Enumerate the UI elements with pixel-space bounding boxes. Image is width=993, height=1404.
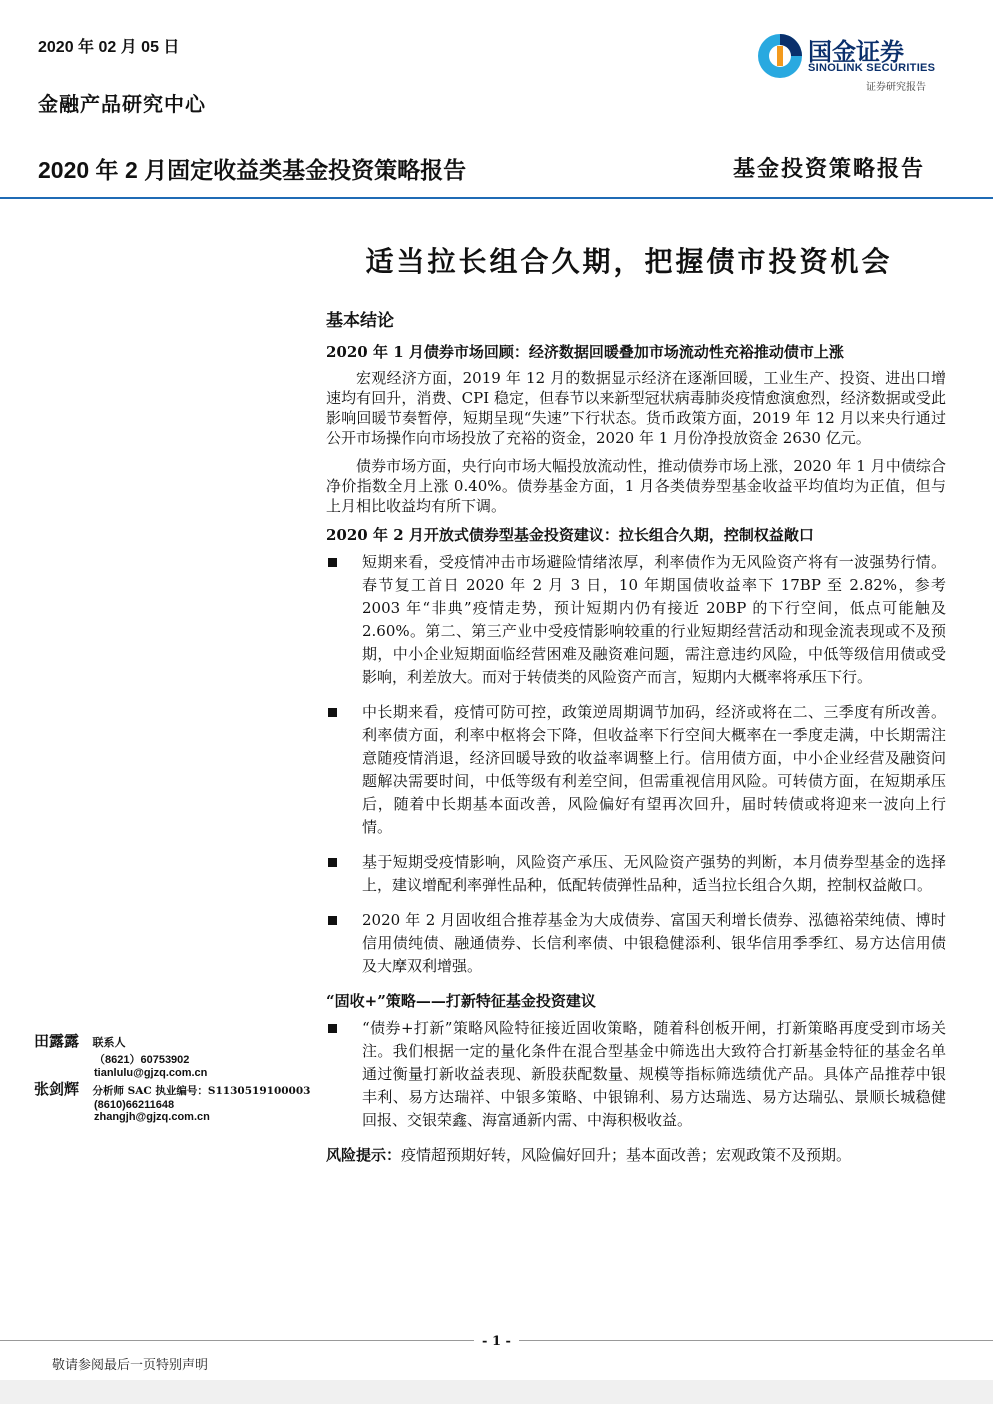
list-item: 中长期来看，疫情可防可控，政策逆周期调节加码，经济或将在二、三季度有所改善。利率债方面，利率中枢将会下降，但收益率下行空间大概率在一季度走满，中长期需注意随疫情消退，经济回暖导致的收益率调整上行。信用债方面，中小企业经营及融资问题解决需要时间，中低等级有利差空间，但需重视信用风险。可转债方面，在短期承压后，随着中长期基本面改善，风险偏好有望再次回升，届时转债或将迎来一波向上行情。 — [326, 701, 946, 839]
list-item: 短期来看，受疫情冲击市场避险情绪浓厚，利率债作为无风险资产将有一波强势行情。春节复工首日 2020 年 2 月 3 日，10 年期国债收益率下 17BP 至 2.82%，参考 2003 年“非典”疫情走势，预计短期内仍有接近 20BP 的下行空间，低点可能触及 2.60%。第二、第三产业中受疫情影响较重的行业短期经营活动和现金流表现或不及预期，中小企业短期面临经营困难及融资难问题，需注意违约风险，中低等级信用债或受影响，利差放大。而对于转债类的风险资产而言，短期内大概率将承压下行。 — [326, 551, 946, 689]
risk-label: 风险提示： — [326, 1146, 402, 1164]
author-block — [34, 1030, 207, 1079]
paragraph-bond-market: 债券市场方面，央行向市场大幅投放流动性，推动债券市场上涨，2020 年 1 月中债综合净价指数全月上涨 0.40%。债券基金方面，1 月各类债券型基金收益平均值均为正值，但与上月相比收益均有所下调。 — [326, 457, 946, 515]
author-role: 联系人 — [92, 1036, 126, 1049]
report-title: 2020 年 2 月固定收益类基金投资策略报告 — [38, 157, 467, 183]
header-divider — [0, 197, 993, 199]
page-number: - 1 - — [0, 1334, 993, 1349]
bullet-square-icon — [328, 558, 337, 567]
research-center: 金融产品研究中心 — [38, 92, 206, 116]
footer-disclaimer: 敬请参阅最后一页特别声明 — [52, 1358, 209, 1373]
ipo-strategy-list — [326, 1017, 946, 1132]
main-content — [326, 306, 946, 1166]
section-title: 基本结论 — [326, 311, 394, 331]
list-item: 基于短期受疫情影响，风险资产承压、无风险资产强势的判断，本月债券型基金的选择上，建议增配利率弹性品种，低配转债弹性品种，适当拉长组合久期，控制权益敞口。 — [326, 851, 946, 897]
bullet-square-icon — [328, 916, 337, 925]
list-item: 2020 年 2 月固收组合推荐基金为大成债券、富国天利增长债券、泓德裕荣纯债、博时信用债纯债、融通债券、长信利率债、中银稳健添利、银华信用季季红、易方达信用债及大摩双利增强。 — [326, 909, 946, 978]
headline: 适当拉长组合久期，把握债市投资机会 — [365, 245, 893, 278]
logo-text-en: SINOLINK SECURITIES — [808, 62, 936, 74]
recommendation-list — [326, 551, 946, 978]
report-date: 2020 年 02 月 05 日 — [38, 39, 180, 56]
logo-mark-icon — [756, 32, 804, 80]
risk-text: 疫情超预期好转，风险偏好回升；基本面改善；宏观政策不及预期。 — [401, 1146, 852, 1164]
bullet-square-icon — [328, 1024, 337, 1033]
logo-text-cn: 国金证券 — [808, 38, 904, 66]
list-item: “债券+打新”策略风险特征接近固收策略，随着科创板开闸，打新策略再度受到市场关注。我们根据一定的量化条件在混合型基金中筛选出大致符合打新基金特征的基金名单通过衡量打新收益表现、新股获配数量、规模等指标筛选绩优产品。具体产品推荐中银丰利、易方达瑞祥、中银多策略、中银锦利、易方达瑞选、易方达瑞弘、景顺长城稳健回报、交银荣鑫、海富通新内需、中海积极收益。 — [326, 1017, 946, 1132]
author-phone: （8621）60753902 — [94, 1054, 190, 1066]
risk-warning — [326, 1144, 946, 1166]
author-name: 田露露 — [34, 1032, 80, 1050]
paragraph-macro: 宏观经济方面，2019 年 12 月的数据显示经济在逐渐回暖，工业生产、投资、进出口增速均有回升，消费、CPI 稳定，但春节以来新型冠状病毒肺炎疫情愈演愈烈，经济数据或受此影响回暖节奏暂停，短期呈现“失速”下行状态。货币政策方面，2019 年 12 月以来央行通过公开市场操作向市场投放了充裕的资金，2020 年 1 月份净投放资金 2630 亿元。 — [326, 369, 946, 447]
subheading-review: 2020 年 1 月债券市场回顾：经济数据回暖叠加市场流动性充裕推动债市上涨 — [326, 343, 844, 361]
report-type: 基金投资策略报告 — [733, 156, 926, 182]
author-email[interactable]: zhangjh@gjzq.com.cn — [94, 1111, 210, 1123]
author-email[interactable]: tianlulu@gjzq.com.cn — [94, 1067, 208, 1079]
subheading-fixed-income-plus: “固收+”策略——打新特征基金投资建议 — [326, 992, 596, 1010]
subheading-recommendation: 2020 年 2 月开放式债券型基金投资建议：拉长组合久期，控制权益敞口 — [326, 526, 814, 544]
author-role: 分析师 SAC 执业编号：S1130519100003 — [92, 1085, 311, 1097]
bullet-square-icon — [328, 858, 337, 867]
author-phone: (8610)66211648 — [94, 1099, 175, 1111]
bullet-square-icon — [328, 708, 337, 717]
report-category: 证券研究报告 — [866, 82, 926, 93]
author-name: 张剑辉 — [34, 1080, 80, 1098]
author-block — [34, 1078, 310, 1123]
bottom-bar — [0, 1380, 993, 1404]
